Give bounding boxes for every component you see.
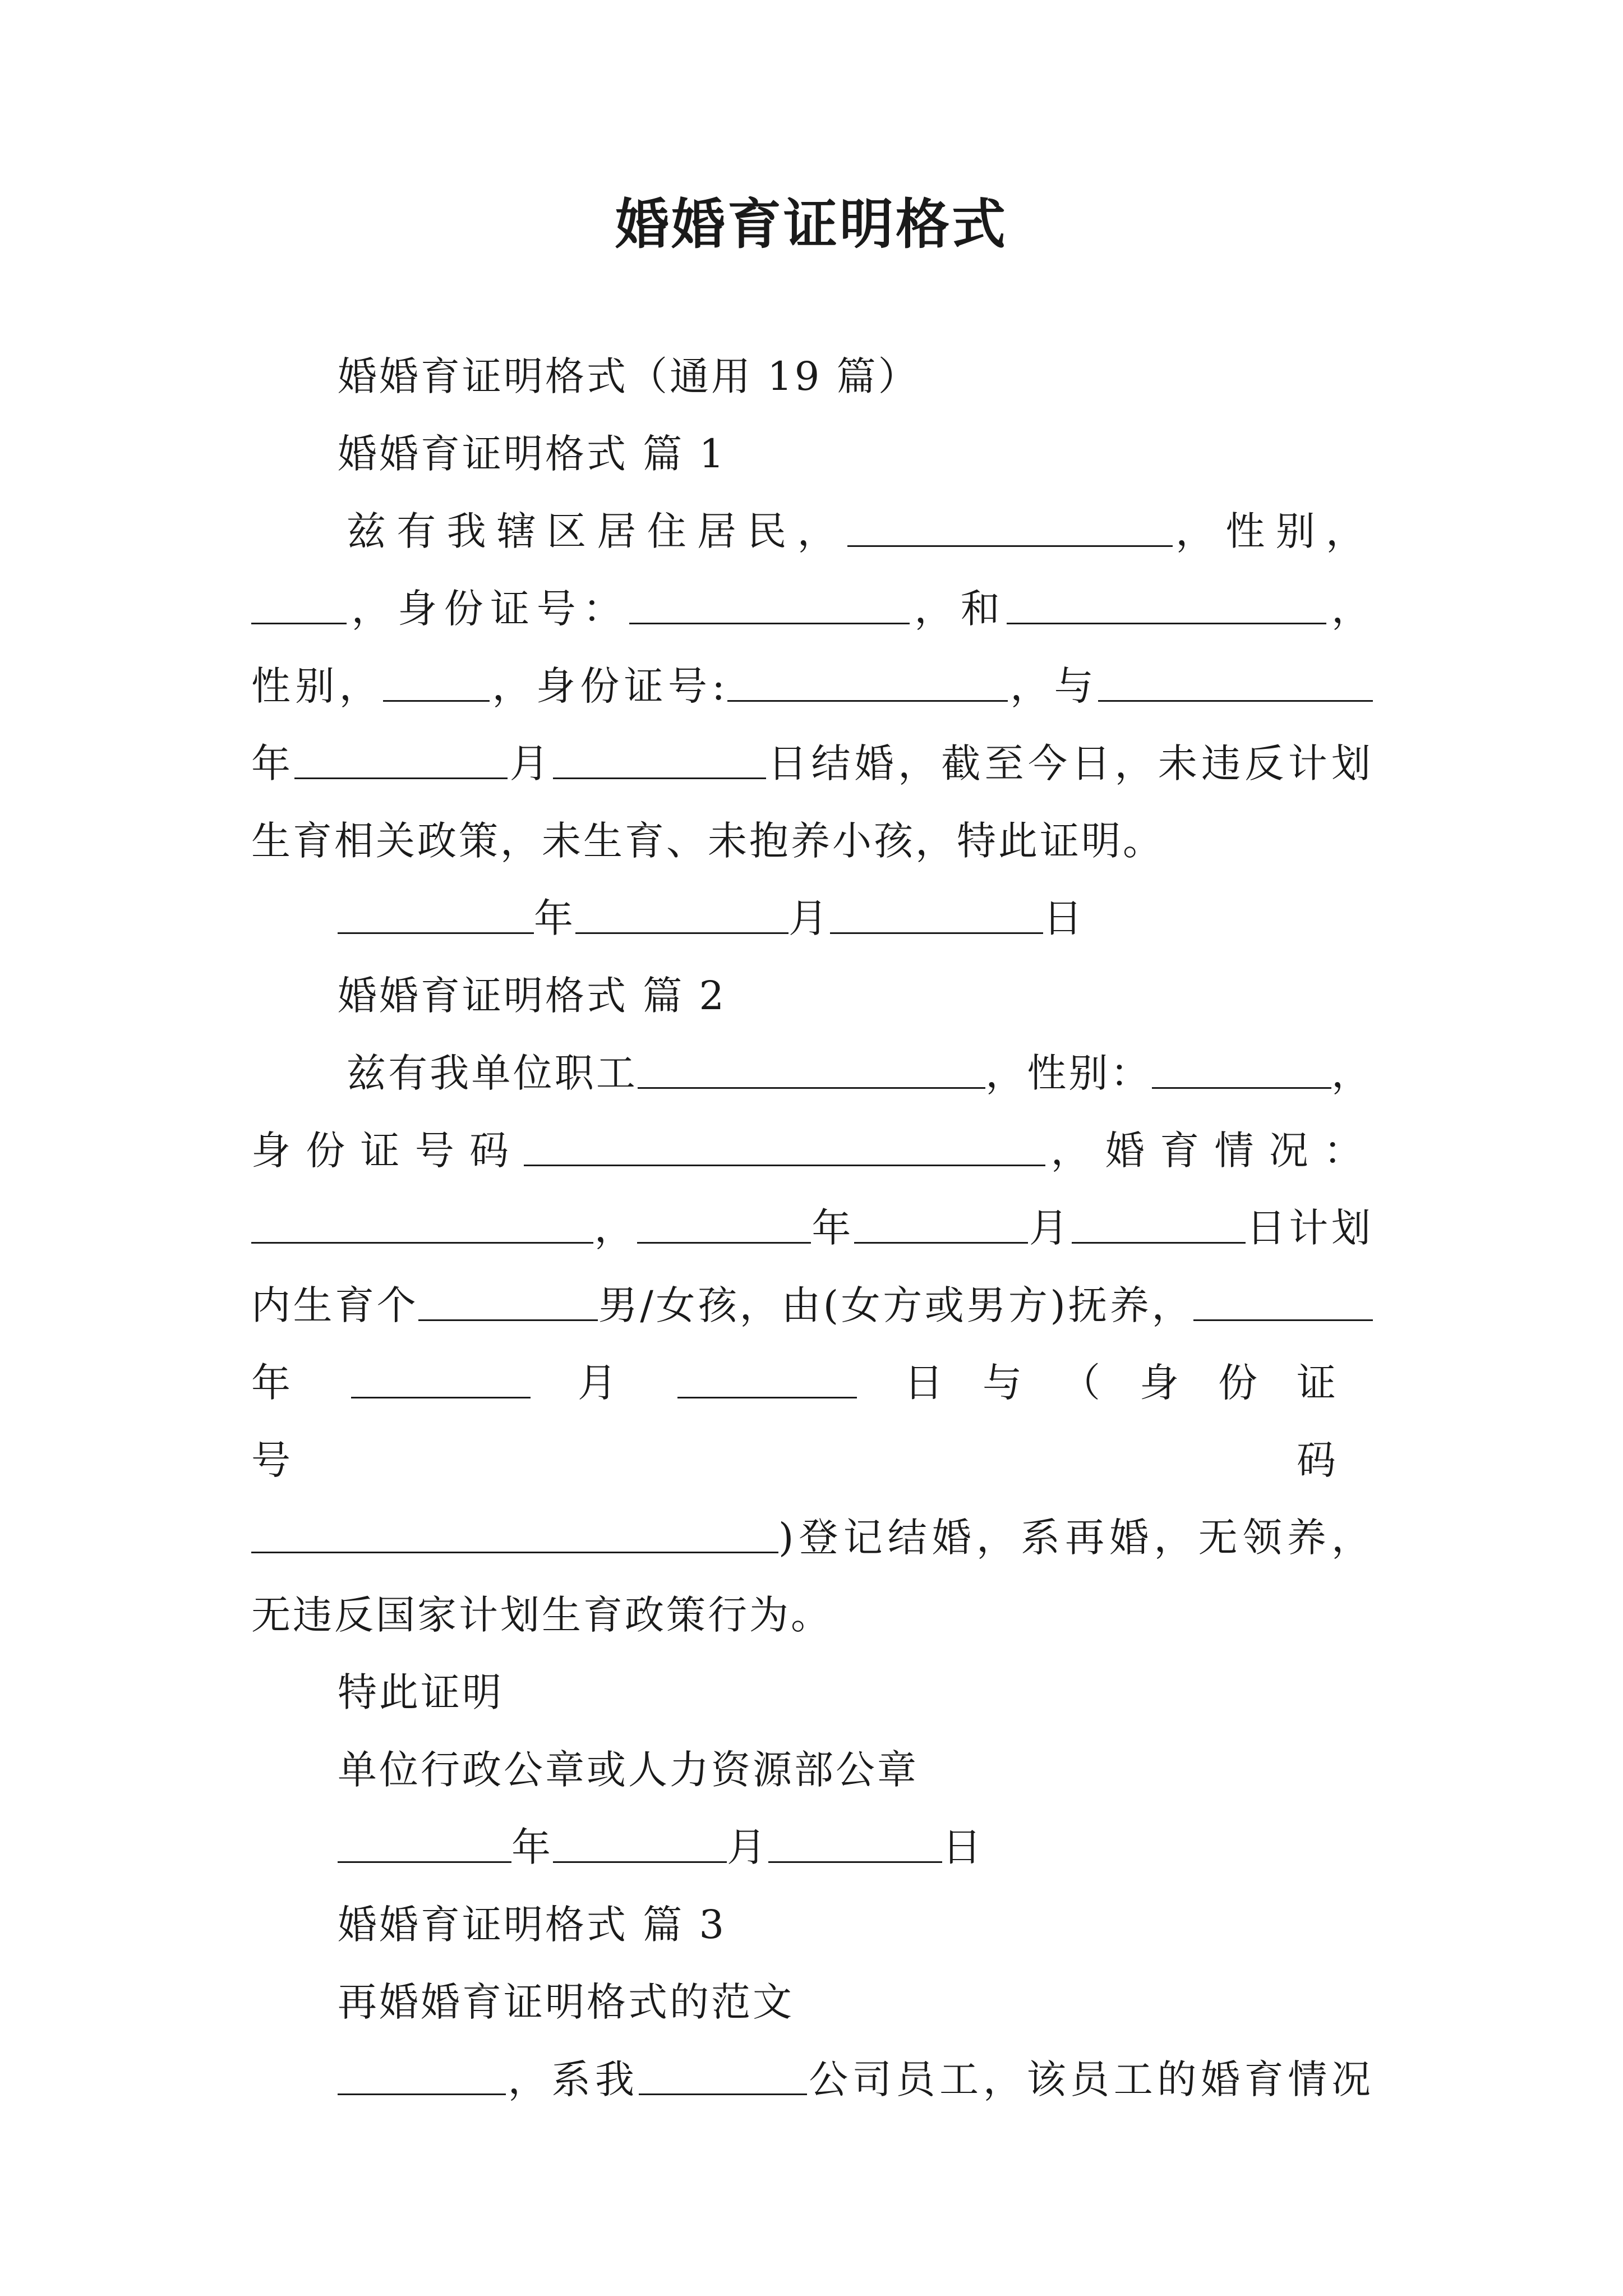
text-span: 兹有我辖区居住居民， <box>347 508 847 554</box>
section-1-heading: 婚婚育证明格式 篇 1 <box>338 431 727 477</box>
text-span: 月 <box>508 740 553 786</box>
text-span: 性别， <box>251 663 384 709</box>
text-span: 月 <box>1028 1205 1072 1251</box>
section-1-line-5: 生育相关政策，未生育、未抱养小孩，特此证明。 <box>251 818 1164 864</box>
text-span: 年 <box>251 740 295 786</box>
text-span: ，系我 <box>506 2056 639 2102</box>
section-2-line-1 <box>251 1034 1373 1112</box>
text-span: ，身份证号: <box>490 663 727 709</box>
text-span: ，性别： <box>985 1050 1152 1096</box>
date-month-label: 月 <box>789 895 830 941</box>
section-1-line-4 <box>251 725 1373 802</box>
text-span: ，和 <box>909 586 1007 632</box>
text-span: ， <box>593 1205 637 1251</box>
blank-field <box>251 589 347 624</box>
text-span: ， <box>1326 586 1373 632</box>
section-1-line-2 <box>251 570 1373 647</box>
date-day-label: 日 <box>1043 895 1085 941</box>
blank-field <box>553 1828 727 1863</box>
blank-field <box>727 666 1008 702</box>
section-2-line-4 <box>251 1267 1373 1344</box>
blank-field <box>294 744 508 779</box>
blank-field <box>677 1363 857 1398</box>
blank-field <box>638 1053 985 1089</box>
blank-field <box>1152 1053 1331 1089</box>
blank-field <box>524 1131 1045 1166</box>
text-span: 年 <box>810 1205 855 1251</box>
blank-field <box>1007 589 1326 624</box>
section-3-line-1 <box>251 2041 1373 2118</box>
date-month-label: 月 <box>727 1824 768 1870</box>
text-span: 月 <box>575 1360 633 1406</box>
blank-field <box>338 899 534 934</box>
blank-field <box>854 1208 1028 1244</box>
blank-field <box>338 1828 511 1863</box>
text-span: ，与 <box>1007 663 1099 709</box>
section-2-date-line <box>251 1809 1373 1886</box>
blank-field <box>629 589 910 624</box>
blank-field <box>383 666 490 702</box>
blank-field <box>639 2060 807 2095</box>
blank-field <box>251 1518 778 1553</box>
blank-field <box>553 744 766 779</box>
blank-field <box>338 2060 506 2095</box>
section-2-heading: 婚婚育证明格式 篇 2 <box>338 973 727 1019</box>
text-span: ， <box>1331 1050 1373 1096</box>
blank-field <box>830 899 1043 934</box>
text-span: 身份证号码 <box>251 1128 524 1174</box>
text-span: 公司员工，该员工的婚育情况 <box>806 2056 1373 2102</box>
date-day-label: 日 <box>942 1824 984 1870</box>
section-1-line-1 <box>251 493 1373 570</box>
text-span: )登记结婚，系再婚，无领养， <box>778 1515 1373 1561</box>
blank-field <box>637 1208 811 1244</box>
section-3-intro: 再婚婚育证明格式的范文 <box>338 1979 794 2025</box>
section-2-line-5 <box>251 1344 1373 1499</box>
date-year-label: 年 <box>511 1824 553 1870</box>
blank-field <box>1098 666 1373 702</box>
document-body <box>251 338 1373 2118</box>
text-span: 日与（身份证号码 <box>251 1360 1373 1483</box>
section-2-line-7: 无违反国家计划生育政策行为。 <box>251 1592 832 1638</box>
section-2-seal: 单位行政公章或人力资源部公章 <box>338 1747 919 1793</box>
blank-field <box>768 1828 942 1863</box>
text-span: ，婚育情况： <box>1045 1128 1373 1174</box>
document-title: 婚婚育证明格式 <box>615 192 1008 256</box>
blank-field <box>1072 1208 1246 1244</box>
document-subtitle: 婚婚育证明格式（通用 19 篇） <box>338 353 920 399</box>
text-span: 日结婚，截至今日，未违反计划 <box>766 740 1373 786</box>
text-span: ，性别， <box>1172 508 1373 554</box>
text-span: 男/女孩，由(女方或男方)抚养， <box>598 1282 1194 1328</box>
date-year-label: 年 <box>534 895 575 941</box>
section-3-heading: 婚婚育证明格式 篇 3 <box>338 1902 727 1948</box>
blank-field <box>351 1363 531 1398</box>
blank-field <box>575 899 789 934</box>
section-1-line-3 <box>251 647 1373 725</box>
section-1-date-line <box>251 880 1373 957</box>
section-2-special: 特此证明 <box>338 1669 504 1715</box>
section-2-line-3 <box>251 1189 1373 1267</box>
blank-field <box>251 1208 593 1244</box>
text-span: ，身份证号： <box>347 586 629 632</box>
blank-field <box>418 1286 598 1321</box>
text-span: 兹有我单位职工 <box>347 1050 638 1096</box>
blank-field <box>1193 1286 1373 1321</box>
text-span: 内生育个 <box>251 1282 419 1328</box>
text-span: 日计划 <box>1245 1205 1373 1251</box>
section-2-line-2 <box>251 1112 1373 1189</box>
blank-field <box>847 512 1173 547</box>
section-2-line-6 <box>251 1499 1373 1576</box>
text-span: 年 <box>251 1360 306 1406</box>
